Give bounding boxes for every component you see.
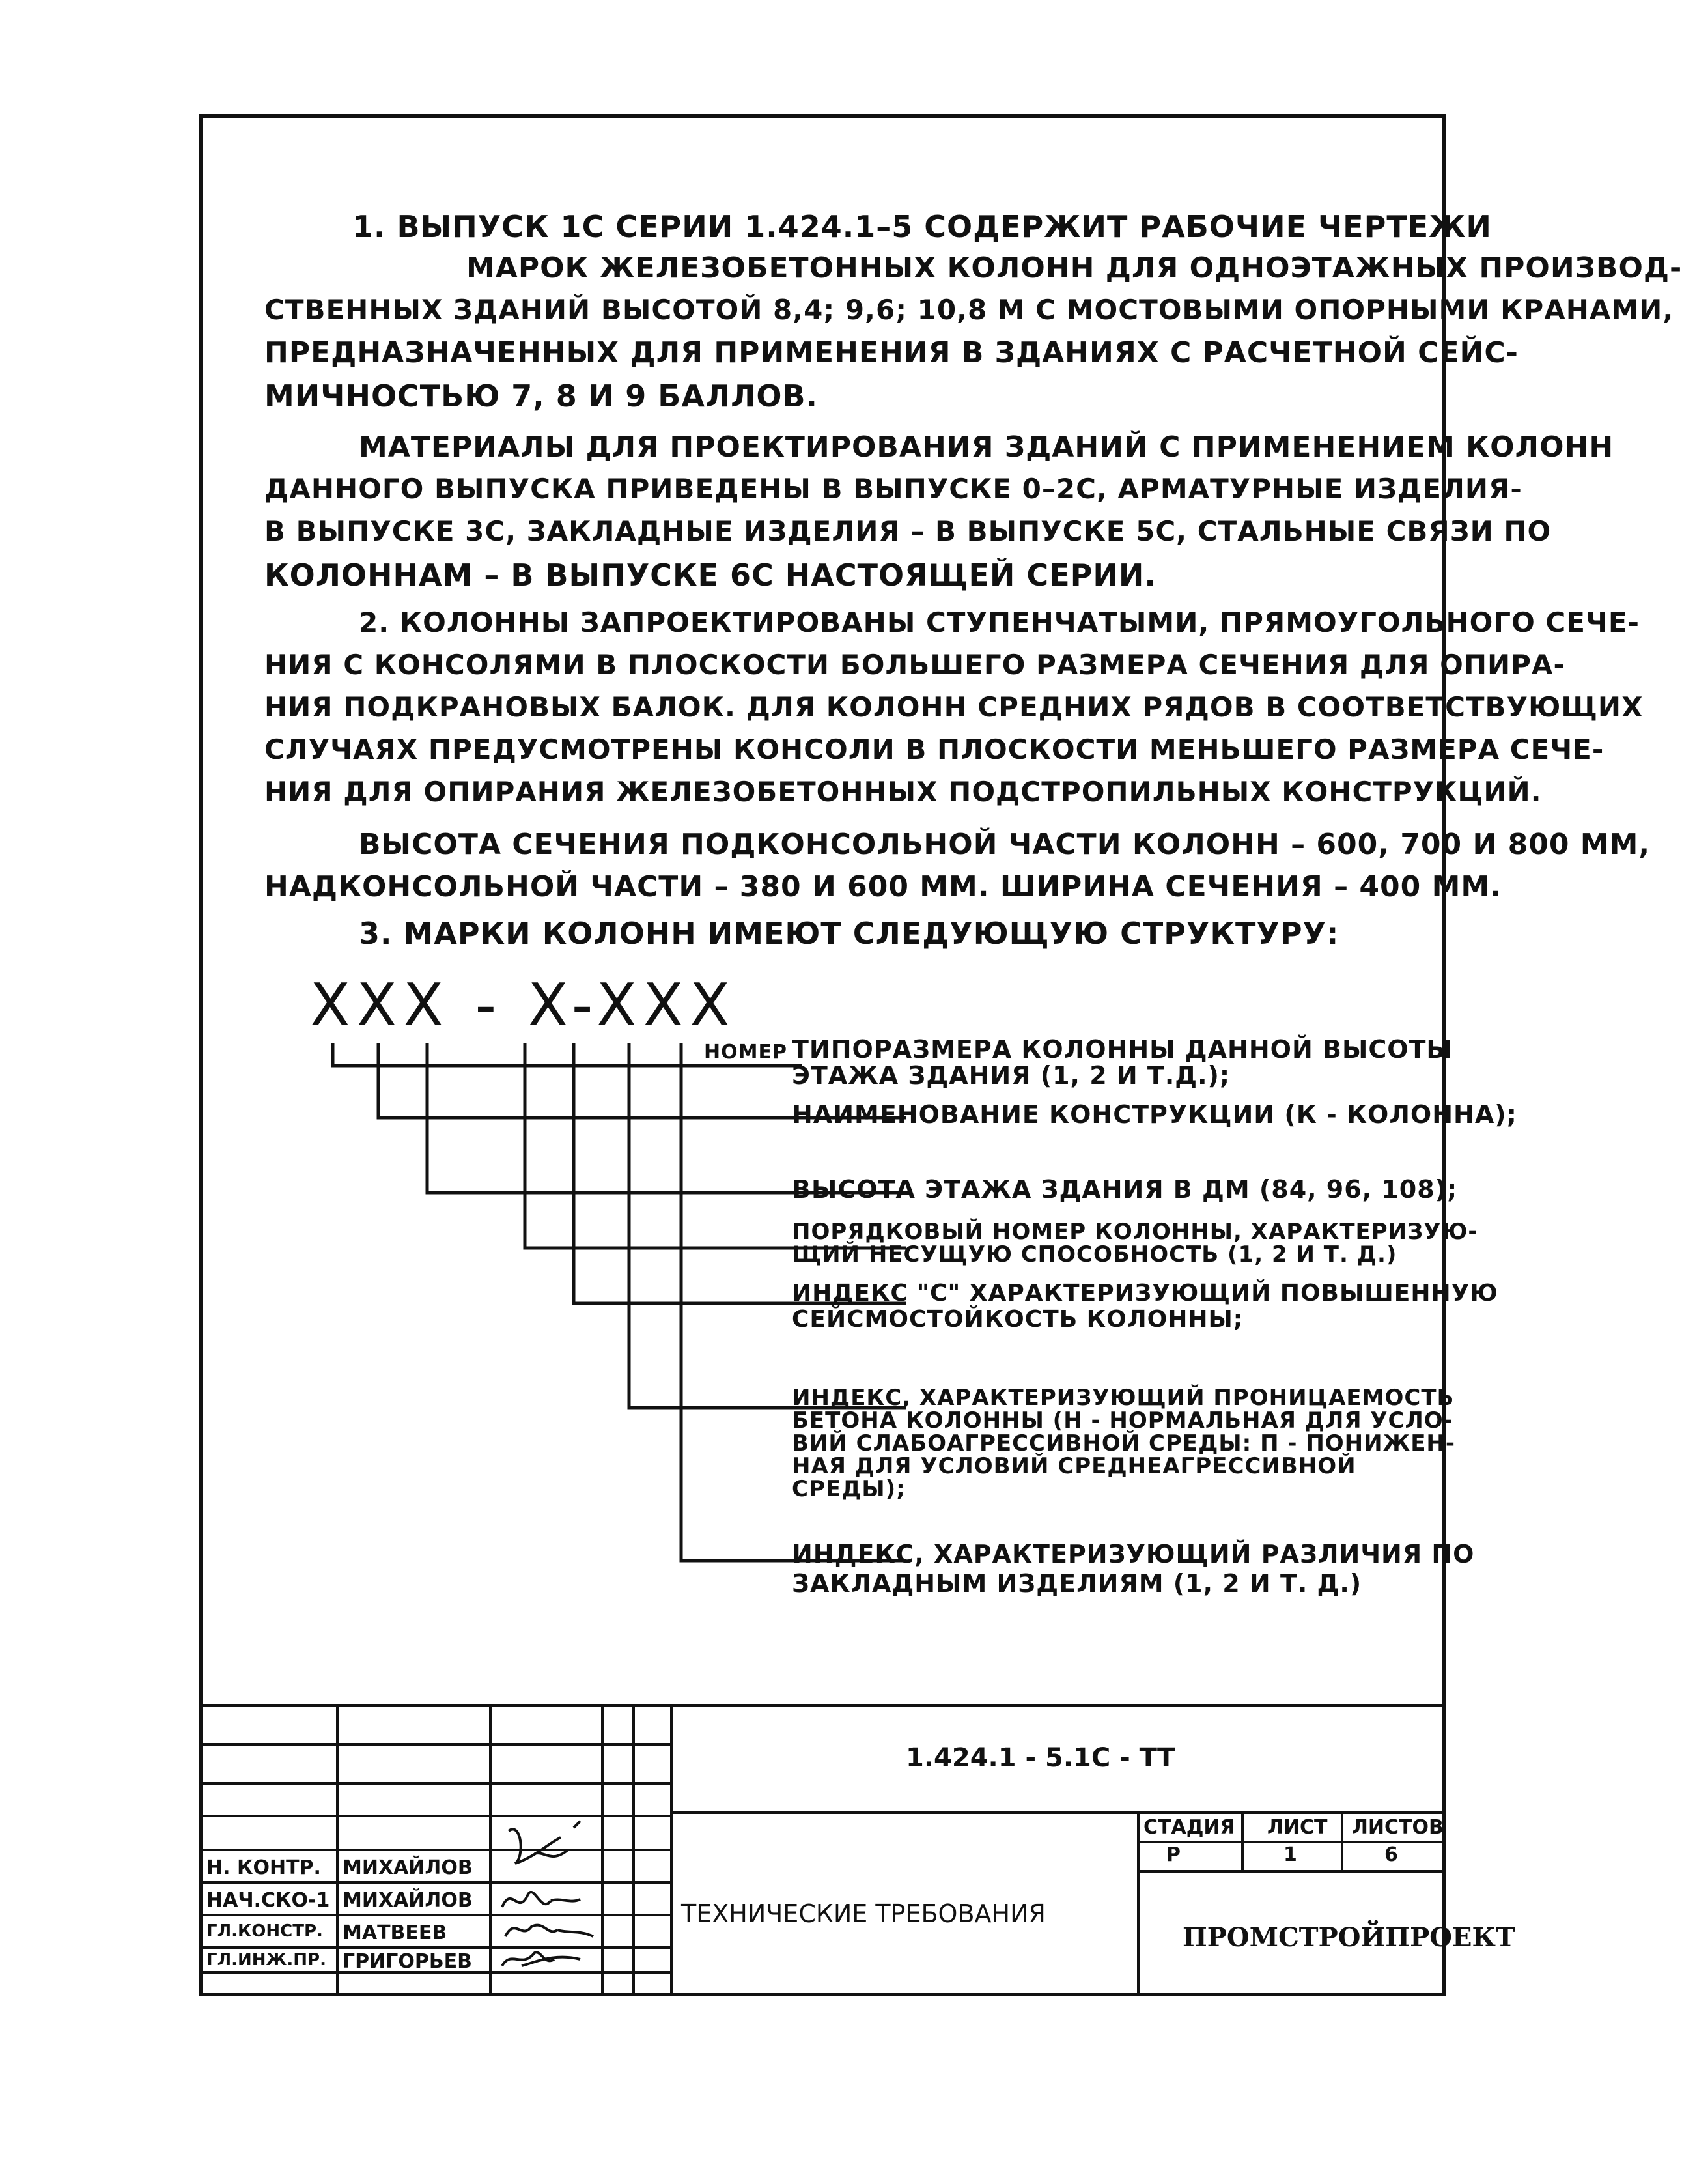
text-line: МИЧНОСТЬЮ 7, 8 И 9 БАЛЛОВ. <box>264 378 819 414</box>
sheets-header: ЛИСТОВ <box>1352 1816 1444 1839</box>
text-line: 3. МАРКИ КОЛОНН ИМЕЮТ СЛЕДУЮЩУЮ СТРУКТУРУ: <box>359 916 1339 951</box>
role-name: ГРИГОРЬЕВ <box>343 1950 473 1973</box>
tb-grid-line <box>670 1811 1442 1814</box>
structure-desc: НАИМЕНОВАНИЕ КОНСТРУКЦИИ (К - КОЛОННА); <box>792 1100 1517 1129</box>
text-line: ПРЕДНАЗНАЧЕННЫХ ДЛЯ ПРИМЕНЕНИЯ В ЗДАНИЯХ С РАСЧЕТНОЙ СЕЙС- <box>264 336 1519 369</box>
text-line: СЛУЧАЯХ ПРЕДУСМОТРЕНЫ КОНСОЛИ В ПЛОСКОСТИ МЕНЬШЕГО РАЗМЕРА СЕЧЕ- <box>264 733 1605 765</box>
role-label: НАЧ.СКО-1 <box>206 1889 330 1912</box>
tb-grid-line <box>203 1914 670 1916</box>
organization-name: ПРОМСТРОЙПРОЕКТ <box>1183 1922 1515 1953</box>
signature-1 <box>496 1818 593 1880</box>
structure-desc: НАЯ ДЛЯ УСЛОВИЙ СРЕДНЕАГРЕССИВНОЙ <box>792 1453 1356 1479</box>
structure-desc: ЩИЙ НЕСУЩУЮ СПОСОБНОСТЬ (1, 2 И Т. Д.) <box>792 1241 1397 1268</box>
text-line: НИЯ С КОНСОЛЯМИ В ПЛОСКОСТИ БОЛЬШЕГО РАЗМЕРА СЕЧЕНИЯ ДЛЯ ОПИРА- <box>264 649 1565 681</box>
role-label: ГЛ.КОНСТР. <box>206 1922 323 1941</box>
tb-grid-line <box>203 1849 670 1851</box>
tb-grid-line <box>203 1946 670 1949</box>
tb-grid-line <box>1137 1870 1442 1873</box>
text-line: ДАННОГО ВЫПУСКА ПРИВЕДЕНЫ В ВЫПУСКЕ 0–2С, АРМАТУРНЫЕ ИЗДЕЛИЯ- <box>264 473 1522 505</box>
role-name: МИХАЙЛОВ <box>343 1856 473 1879</box>
structure-desc: ТИПОРАЗМЕРА КОЛОННЫ ДАННОЙ ВЫСОТЫ <box>792 1035 1453 1064</box>
text-line: 1. ВЫПУСК 1С СЕРИИ 1.424.1–5 СОДЕРЖИТ РАБОЧИЕ ЧЕРТЕЖИ <box>352 209 1492 244</box>
structure-desc: БЕТОНА КОЛОННЫ (Н - НОРМАЛЬНАЯ ДЛЯ УСЛО- <box>792 1408 1453 1434</box>
structure-desc: ЗАКЛАДНЫМ ИЗДЕЛИЯМ (1, 2 И Т. Д.) <box>792 1569 1362 1598</box>
tb-grid-line <box>203 1782 670 1785</box>
tb-grid-line <box>1341 1811 1343 1870</box>
tb-grid-line <box>1241 1811 1244 1870</box>
sheet-title: ТЕХНИЧЕСКИЕ ТРЕБОВАНИЯ <box>681 1899 1046 1928</box>
text-line: ВЫСОТА СЕЧЕНИЯ ПОДКОНСОЛЬНОЙ ЧАСТИ КОЛОНН – 600, 700 И 800 ММ, <box>359 828 1651 861</box>
structure-desc: СЕЙСМОСТОЙКОСТЬ КОЛОННЫ; <box>792 1306 1244 1333</box>
tb-border-top <box>203 1704 1442 1707</box>
title-block <box>203 1704 1515 1993</box>
tb-grid-line <box>203 1743 670 1746</box>
role-label: Н. КОНТР. <box>206 1856 321 1879</box>
tb-grid-line <box>601 1704 604 1993</box>
text-line: НАДКОНСОЛЬНОЙ ЧАСТИ – 380 И 600 ММ. ШИРИНА СЕЧЕНИЯ – 400 ММ. <box>264 870 1502 903</box>
text-line: В ВЫПУСКЕ 3С, ЗАКЛАДНЫЕ ИЗДЕЛИЯ – В ВЫПУСКЕ 5С, СТАЛЬНЫЕ СВЯЗИ ПО <box>264 515 1552 547</box>
tb-grid-line <box>489 1704 492 1993</box>
document-code: 1.424.1 - 5.1С - ТТ <box>906 1743 1175 1773</box>
stage-header: СТАДИЯ <box>1143 1816 1235 1839</box>
text-line: НИЯ ПОДКРАНОВЫХ БАЛОК. ДЛЯ КОЛОНН СРЕДНИХ РЯДОВ В СООТВЕТСТВУЮЩИХ <box>264 691 1644 723</box>
sheet-value: 1 <box>1283 1843 1297 1866</box>
tb-grid-line <box>336 1704 339 1993</box>
sheet-header: ЛИСТ <box>1267 1816 1328 1839</box>
structure-desc: ИНДЕКС "С" ХАРАКТЕРИЗУЮЩИЙ ПОВЫШЕННУЮ <box>792 1280 1498 1307</box>
tb-grid-line <box>670 1704 673 1993</box>
mark-structure-code: XXX - X-XXX <box>310 971 736 1040</box>
text-line: КОЛОННАМ – В ВЫПУСКЕ 6С НАСТОЯЩЕЙ СЕРИИ. <box>264 558 1156 593</box>
drawing-sheet <box>199 114 1682 1996</box>
structure-lead-word: НОМЕР <box>704 1041 787 1064</box>
text-line: НИЯ ДЛЯ ОПИРАНИЯ ЖЕЛЕЗОБЕТОННЫХ ПОДСТРОПИЛЬНЫХ КОНСТРУКЦИЙ. <box>264 776 1542 808</box>
tb-grid-line <box>1137 1811 1140 1993</box>
stage-value: Р <box>1166 1843 1181 1866</box>
tb-grid-line <box>632 1704 635 1993</box>
structure-desc: ВЫСОТА ЭТАЖА ЗДАНИЯ В ДМ (84, 96, 108); <box>792 1175 1458 1204</box>
structure-desc: ПОРЯДКОВЫЙ НОМЕР КОЛОННЫ, ХАРАКТЕРИЗУЮ- <box>792 1219 1478 1245</box>
tb-grid-line <box>203 1881 670 1884</box>
structure-desc: ИНДЕКС, ХАРАКТЕРИЗУЮЩИЙ РАЗЛИЧИЯ ПО <box>792 1540 1475 1568</box>
structure-desc: ВИЙ СЛАБОАГРЕССИВНОЙ СРЕДЫ: П - ПОНИЖЕН- <box>792 1430 1455 1456</box>
signature-2 <box>496 1881 600 1917</box>
text-line: МАРОК ЖЕЛЕЗОБЕТОННЫХ КОЛОНН ДЛЯ ОДНОЭТАЖНЫХ ПРОИЗВОД- <box>466 251 1682 285</box>
text-line: СТВЕННЫХ ЗДАНИЙ ВЫСОТОЙ 8,4; 9,6; 10,8 М С МОСТОВЫМИ ОПОРНЫМИ КРАНАМИ, <box>264 294 1674 326</box>
signature-4 <box>496 1946 600 1972</box>
tb-grid-line <box>203 1815 670 1817</box>
role-name: МАТВЕЕВ <box>343 1922 447 1944</box>
text-line: МАТЕРИАЛЫ ДЛЯ ПРОЕКТИРОВАНИЯ ЗДАНИЙ С ПРИМЕНЕНИЕМ КОЛОНН <box>359 431 1614 464</box>
text-line: 2. КОЛОННЫ ЗАПРОЕКТИРОВАНЫ СТУПЕНЧАТЫМИ, ПРЯМОУГОЛЬНОГО СЕЧЕ- <box>359 606 1640 638</box>
signature-3 <box>496 1914 600 1946</box>
role-name: МИХАЙЛОВ <box>343 1889 473 1912</box>
role-label: ГЛ.ИНЖ.ПР. <box>206 1950 326 1970</box>
structure-desc: ЭТАЖА ЗДАНИЯ (1, 2 И Т.Д.); <box>792 1061 1231 1090</box>
structure-desc: ИНДЕКС, ХАРАКТЕРИЗУЮЩИЙ ПРОНИЦАЕМОСТЬ <box>792 1385 1455 1411</box>
structure-desc: СРЕДЫ); <box>792 1476 906 1502</box>
sheets-value: 6 <box>1384 1843 1398 1866</box>
